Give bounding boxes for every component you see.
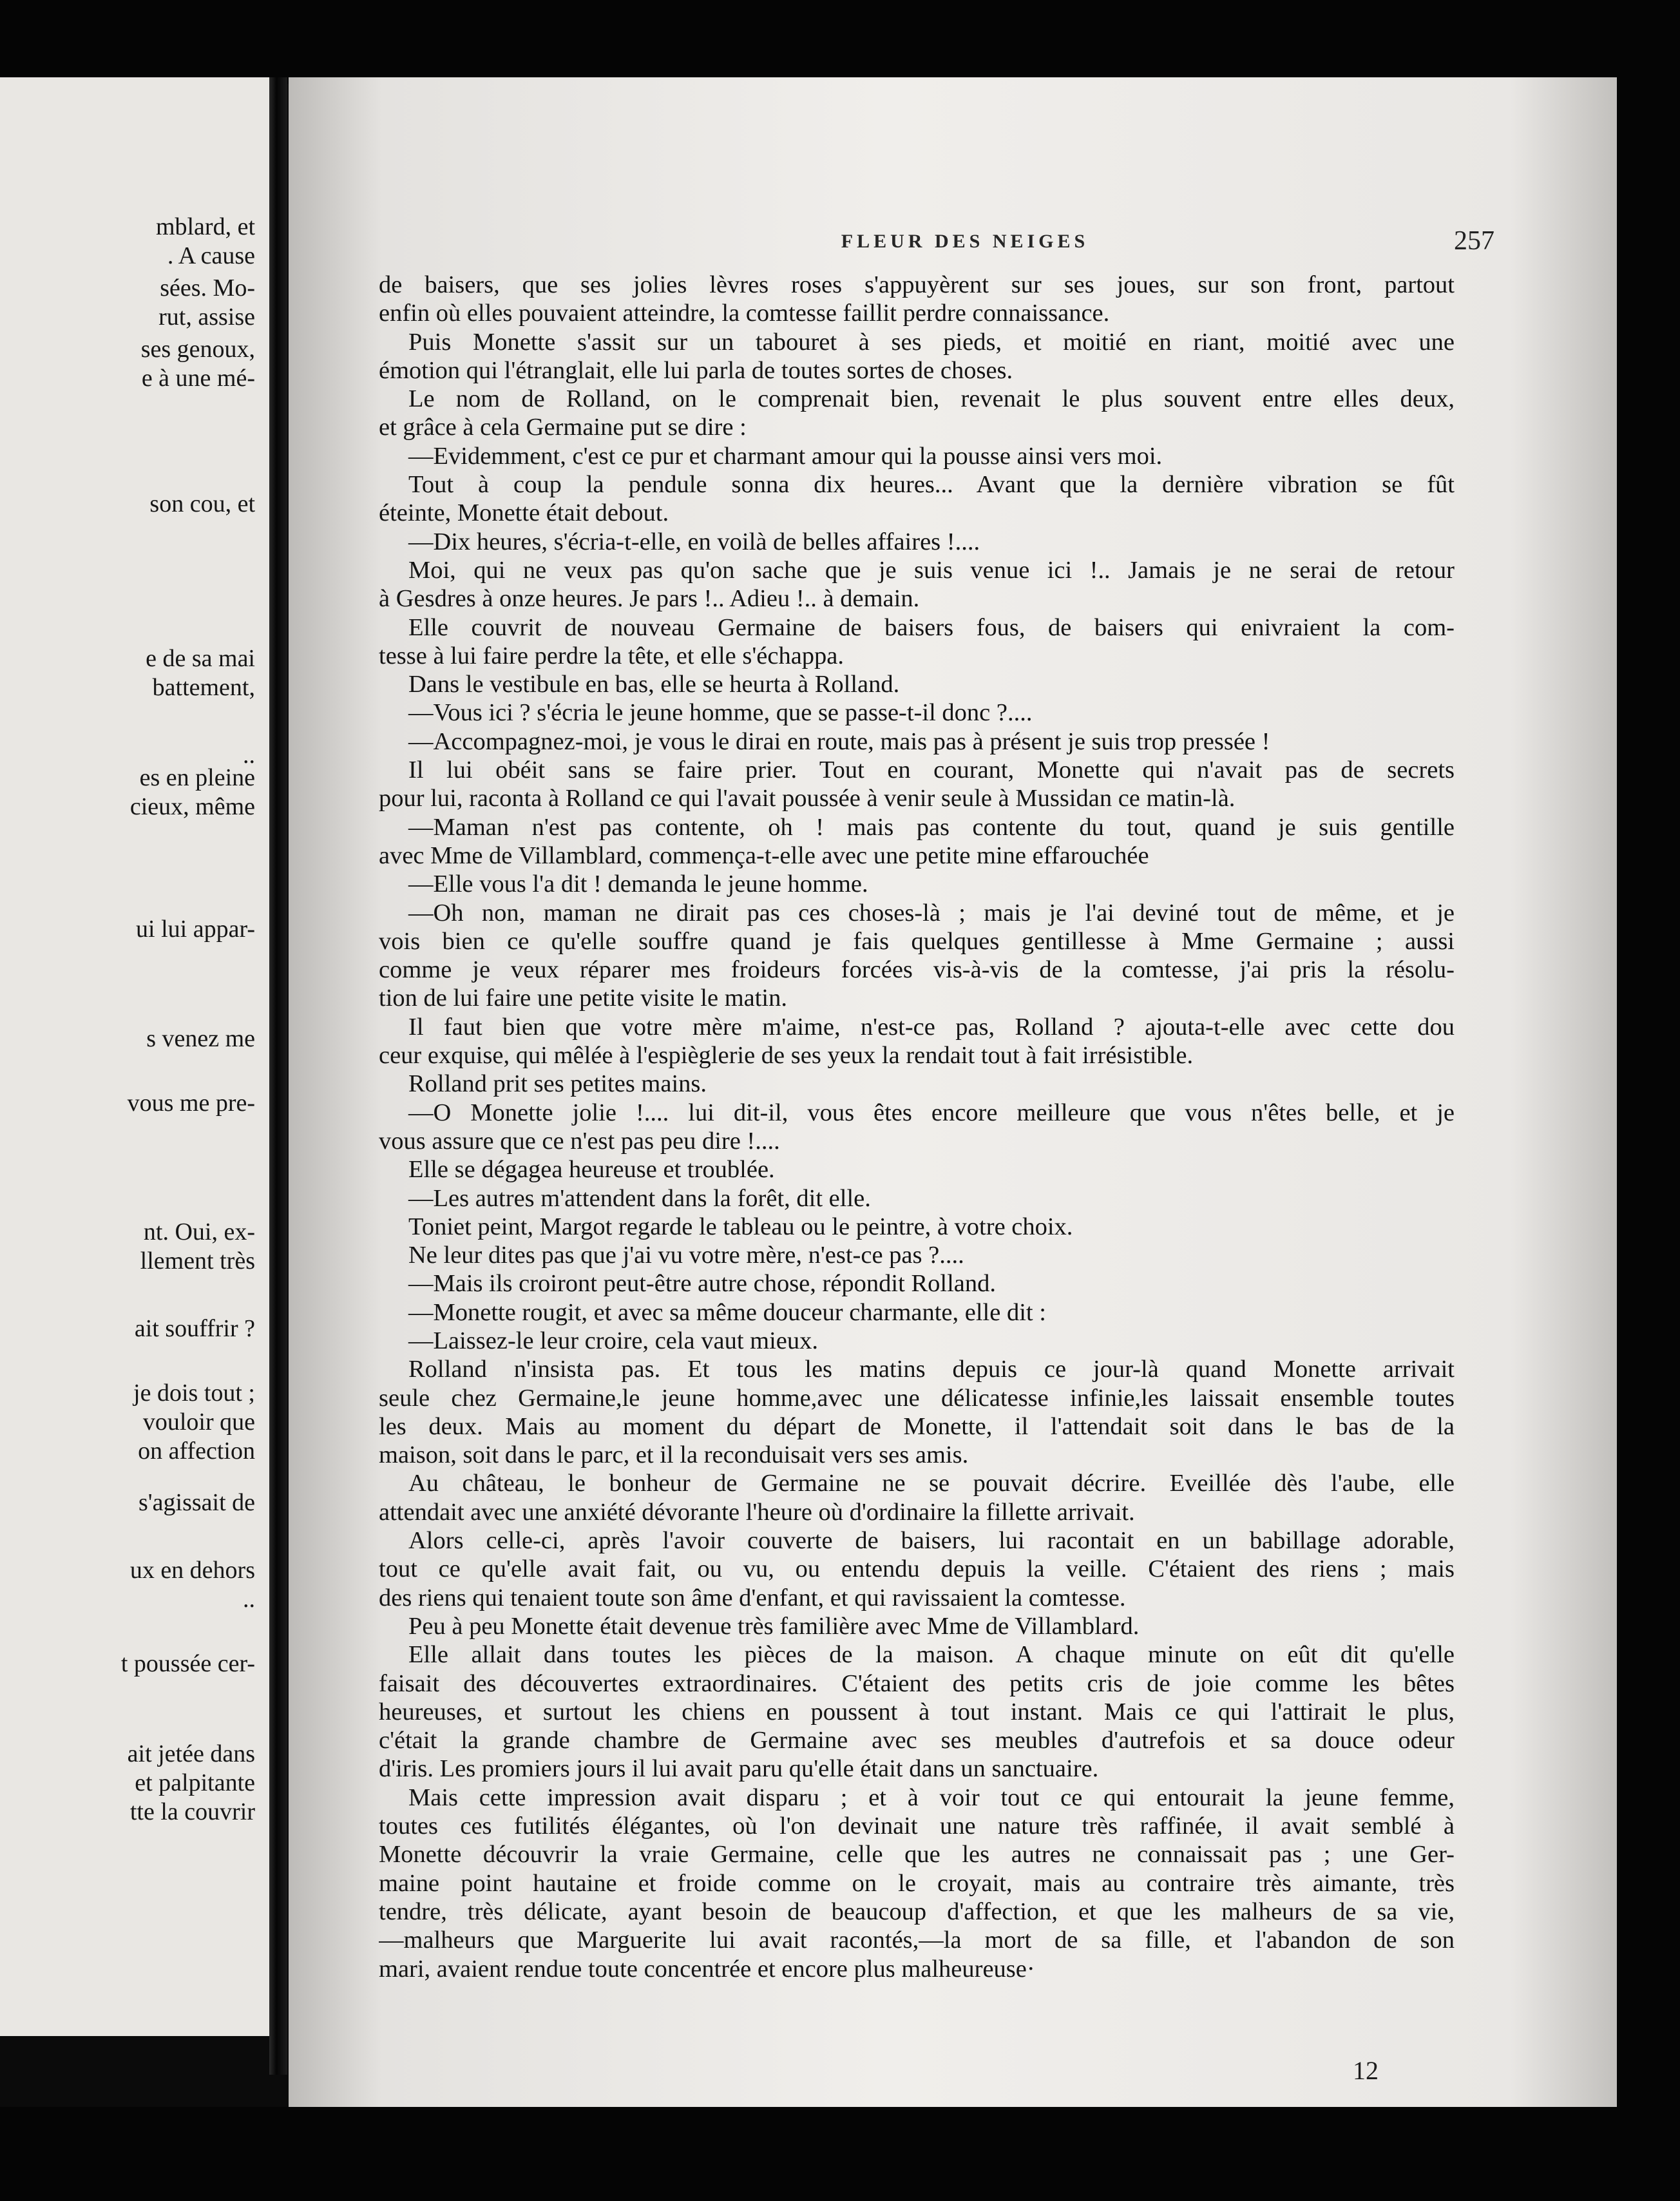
text-line: faisait des découvertes extraordinaires. C'étaient des petits cris de joie comme les bêtes (379, 1669, 1455, 1697)
text-line: Il faut bien que votre mère m'aime, n'est-ce pas, Rolland ? ajouta-t-elle avec cette dou (408, 1013, 1455, 1041)
left-page-fragment: son cou, et (149, 490, 255, 517)
text-line: Elle allait dans toutes les pièces de la maison. A chaque minute on eût dit qu'elle (408, 1641, 1455, 1669)
text-line: —malheurs que Marguerite lui avait racontés,—la mort de sa fille, et l'abandon de son (379, 1927, 1455, 1954)
text-line: vois bien ce qu'elle souffre quand je fais quelques gentillesse à Mme Germaine ; aussi (379, 927, 1455, 955)
text-line: tesse à lui faire perdre la tête, et elle s'échappa. (379, 642, 845, 669)
left-page-fragment: je dois tout ; (133, 1379, 255, 1407)
text-line: c'était la grande chambre de Germaine avec ses meubles d'autrefois et sa douce odeur (379, 1727, 1455, 1754)
text-line: Toniet peint, Margot regarde le tableau ou le peintre, à votre choix. (408, 1213, 1073, 1240)
text-line: vous assure que ce n'est pas peu dire !.... (379, 1127, 780, 1155)
text-line: Il lui obéit sans se faire prier. Tout en courant, Monette qui n'avait pas de secrets (408, 756, 1455, 784)
text-line: d'iris. Les promiers jours il lui avait paru qu'elle était dans un sanctuaire. (379, 1755, 1099, 1783)
left-page-fragment: mblard, et (155, 213, 255, 240)
text-line: —Les autres m'attendent dans la forêt, dit elle. (408, 1184, 871, 1212)
text-line: Tout à coup la pendule sonna dix heures... Avant que la dernière vibration se fût (408, 471, 1455, 499)
scan-top-border (0, 0, 1680, 84)
text-line: maison, soit dans le parc, et il la reconduisait vers ses amis. (379, 1441, 969, 1469)
text-line: Rolland prit ses petites mains. (408, 1070, 707, 1098)
left-page-fragment: ait jetée dans (127, 1740, 255, 1767)
text-line: Moi, qui ne veux pas qu'on sache que je suis venue ici !.. Jamais je ne serai de retour (408, 556, 1455, 584)
left-page-fragment: battement, (152, 674, 255, 701)
text-line: heureuses, et surtout les chiens en poussent à tout instant. Mais ce qui l'attirait le plus, (379, 1698, 1455, 1725)
left-page-fragment: s venez me (146, 1025, 255, 1052)
text-line: Rolland n'insista pas. Et tous les matins depuis ce jour-là quand Monette arrivait (408, 1356, 1455, 1383)
text-line: Alors celle-ci, après l'avoir couverte de baisers, lui racontait en un babillage adorable, (408, 1527, 1455, 1555)
text-line: —Elle vous l'a dit ! demanda le jeune homme. (408, 870, 868, 898)
left-page-fragment: t poussée cer- (120, 1650, 255, 1677)
left-page-fragment: ait souffrir ? (134, 1315, 255, 1342)
left-page-fragment: e de sa mai (146, 645, 255, 672)
left-page-fragment: . A cause (167, 242, 255, 269)
text-line: et grâce à cela Germaine put se dire : (379, 414, 747, 441)
left-page-fragment: vous me pre- (127, 1090, 255, 1117)
text-line: émotion qui l'étranglait, elle lui parla de toutes sortes de choses. (379, 356, 1013, 384)
scan-bottom-border (0, 2107, 1680, 2201)
text-line: tendre, très délicate, ayant besoin de beaucoup d'affection, et que les malheurs de sa vie, (379, 1898, 1455, 1925)
text-line: —Mais ils croiront peut-être autre chose, répondit Rolland. (408, 1270, 996, 1298)
page-number: 257 (1454, 226, 1494, 256)
text-line: des riens qui tenaient toute son âme d'enfant, et qui ravissaient la comtesse. (379, 1584, 1126, 1611)
left-page-fragment: sées. Mo- (160, 274, 255, 302)
left-page-fragment: ui lui appar- (136, 916, 255, 943)
text-line: —Monette rougit, et avec sa même douceur charmante, elle dit : (408, 1298, 1046, 1326)
text-line: —O Monette jolie !.... lui dit-il, vous êtes encore meilleure que vous n'êtes belle, et je (408, 1099, 1455, 1126)
text-line: pour lui, raconta à Rolland ce qui l'avait poussée à venir seule à Mussidan ce matin-là. (379, 785, 1236, 812)
text-line: maine point hautaine et froide comme on le croyait, mais au contraire très aimante, très (379, 1869, 1455, 1897)
text-line: —Laissez-le leur croire, cela vaut mieux. (408, 1327, 819, 1354)
left-page-fragment: et palpitante (135, 1769, 255, 1796)
text-line: —Evidemment, c'est ce pur et charmant amour qui la pousse ainsi vers moi. (408, 442, 1163, 470)
text-line: —Accompagnez-moi, je vous le dirai en route, mais pas à présent je suis trop pressée ! (408, 727, 1270, 755)
left-page-fragment: cieux, même (129, 793, 255, 820)
left-page-fragment: e à une mé- (141, 365, 255, 392)
text-line: enfin où elles pouvaient atteindre, la comtesse faillit perdre connaissance. (379, 300, 1110, 327)
text-line: Le nom de Rolland, on le comprenait bien, revenait le plus souvent entre elles deux, (408, 385, 1455, 413)
right-page (289, 77, 1617, 2107)
left-page-fragment: tte la couvrir (129, 1798, 255, 1825)
text-line: avec Mme de Villamblard, commença-t-elle avec une petite mine effarouchée (379, 841, 1149, 869)
book-gutter (269, 77, 287, 2075)
text-line: Mais cette impression avait disparu ; et à voir tout ce qui entourait la jeune femme, (408, 1783, 1455, 1811)
text-line: mari, avaient rendue toute concentrée et encore plus malheureuse· (379, 1955, 1035, 1983)
left-page-fragment: rut, assise (158, 303, 255, 331)
text-line: Elle se dégagea heureuse et troublée. (408, 1156, 775, 1184)
text-line: attendait avec une anxiété dévorante l'heure où d'ordinaire la fillette arrivait. (379, 1498, 1135, 1526)
text-line: comme je veux réparer mes froideurs forcées vis-à-vis de la comtesse, j'ai pris la résolu- (379, 956, 1455, 984)
left-page-fragment: .. (243, 742, 255, 769)
left-page-fragment: .. (243, 1586, 255, 1613)
left-page-fragment: es en pleine (139, 764, 255, 791)
text-line: Puis Monette s'assit sur un tabouret à ses pieds, et moitié en riant, moitié avec une (408, 328, 1455, 356)
left-page-fragment: llement très (140, 1247, 255, 1274)
text-line: ceur exquise, qui mêlée à l'espièglerie de ses yeux la rendait tout à fait irrésistible. (379, 1042, 1194, 1070)
text-line: Elle couvrit de nouveau Germaine de baisers fous, de baisers qui enivraient la com- (408, 613, 1455, 641)
running-head: FLEUR DES NEIGES (841, 231, 1089, 252)
text-line: seule chez Germaine,le jeune homme,avec une délicatesse infinie,les laissait ensemble toutes (379, 1384, 1455, 1412)
text-line: Ne leur dites pas que j'ai vu votre mère, n'est-ce pas ?.... (408, 1242, 964, 1269)
text-line: éteinte, Monette était debout. (379, 499, 669, 527)
body-text (379, 271, 1455, 1983)
text-line: tout ce qu'elle avait fait, ou vu, ou entendu depuis la veille. C'étaient des riens ; mais (379, 1555, 1455, 1583)
left-page-fragment: nt. Oui, ex- (143, 1218, 255, 1245)
text-line: les deux. Mais au moment du départ de Monette, il l'attendait soit dans le bas de la (379, 1412, 1455, 1440)
text-line: de baisers, que ses jolies lèvres roses s'appuyèrent sur ses joues, sur son front, partout (379, 271, 1455, 298)
text-line: tion de lui faire une petite visite le matin. (379, 985, 787, 1012)
left-page-fragment: on affection (138, 1437, 255, 1465)
text-line: Au château, le bonheur de Germaine ne se pouvait décrire. Eveillée dès l'aube, elle (408, 1470, 1455, 1497)
text-line: à Gesdres à onze heures. Je pars !.. Adieu !.. à demain. (379, 585, 920, 613)
left-page-fragment: ux en dehors (129, 1557, 255, 1584)
text-line: Monette découvrir la vraie Germaine, celle que les autres ne connaissait pas ; une Ger- (379, 1841, 1455, 1869)
left-page-fragment: s'agissait de (138, 1489, 255, 1516)
scan-right-border (1617, 64, 1680, 2201)
text-line: —Oh non, maman ne dirait pas ces choses-là ; mais je l'ai deviné tout de même, et je (408, 899, 1455, 927)
text-line: —Dix heures, s'écria-t-elle, en voilà de belles affaires !.... (408, 528, 980, 555)
text-line: Dans le vestibule en bas, elle se heurta à Rolland. (408, 671, 900, 698)
text-line: Peu à peu Monette était devenue très familière avec Mme de Villamblard. (408, 1612, 1140, 1640)
left-page-fragment: vouloir que (142, 1408, 255, 1436)
text-line: toutes ces futilités élégantes, où l'on devinait une nature très raffinée, il avait semblé à (379, 1812, 1455, 1840)
left-page-edge (0, 77, 272, 2036)
sheet-number: 12 (1353, 2056, 1379, 2085)
text-line: —Maman n'est pas contente, oh ! mais pas contente du tout, quand je suis gentille (408, 813, 1455, 841)
left-page-fragment: ses genoux, (140, 336, 255, 363)
text-line: —Vous ici ? s'écria le jeune homme, que se passe-t-il donc ?.... (408, 699, 1033, 727)
